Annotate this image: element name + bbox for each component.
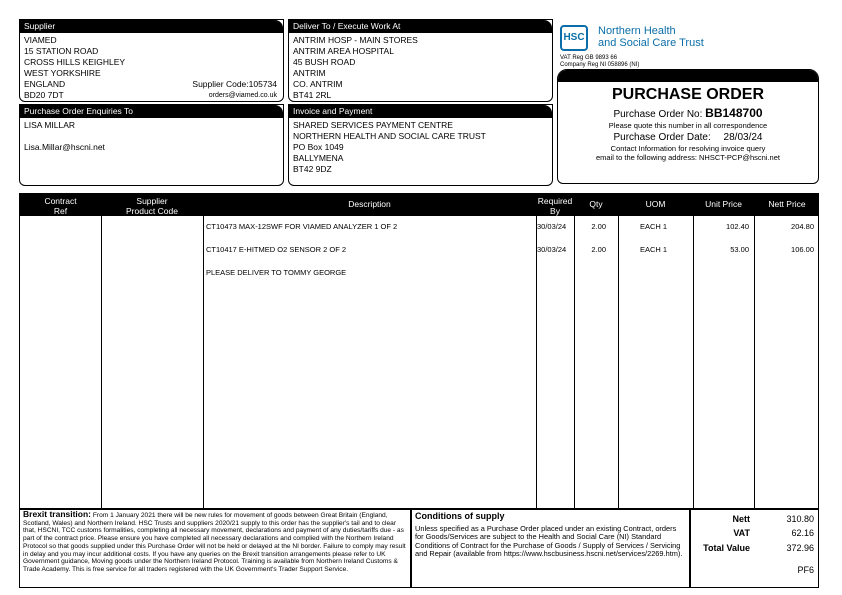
supplier-line: WEST YORKSHIRE	[24, 68, 101, 78]
column-divider	[101, 216, 102, 509]
vat-reg-line: VAT Reg GB 9893 66	[560, 55, 618, 61]
page-ref: PF6	[797, 565, 814, 575]
row-description: CT10417 E-HITMED O2 SENSOR 2 OF 2	[206, 245, 347, 254]
trust-name-line1: Northern Health	[598, 25, 676, 37]
po-date-row	[558, 132, 818, 144]
row-uom: EACH 1	[640, 245, 668, 254]
hsc-logo-icon: HSC	[560, 25, 588, 51]
row-required-by: 30/03/24	[537, 245, 567, 254]
row-description: PLEASE DELIVER TO TOMMY GEORGE	[206, 268, 347, 277]
invoice-body	[289, 118, 552, 177]
conditions-title: Conditions of supply	[415, 511, 505, 521]
supplier-line: 15 STATION ROAD	[24, 46, 99, 56]
header-text: Unit Price	[705, 199, 742, 209]
brexit-text: From 1 January 2021 there will be new rules for movement of goods between Great Britain (England, Scotland, Wales) and Northern Ireland. HSC Trusts and suppliers 2020/21 supply to this order has the supplier's tail and to clear that, HSCNI, TCC customs formalities, completing all necessary movement, declarations and payment of any duties/tariffs due - as part of the contract price. Please ensure you have completed all necessary declarations and complied with the Northern Ireland Protocol so that goods supplied under this Purchase Order will not be held or delayed at the NI border. Failure to comply may result in delay and you may incur additional costs. If you have any queries on the Brexit transition arrangements please refer to UK Government guidance, Moving goods under the Northern Ireland Protocol. Training is available from Northern Ireland Customs & Trade Academy. This is free service for all traders registered with the UK Government's Trader Support Service.	[23, 512, 406, 573]
deliver-line: ANTRIM HOSP - MAIN STORES	[293, 35, 418, 45]
po-date: 28/03/24	[723, 132, 763, 143]
enquiries-body	[20, 118, 283, 155]
invoice-line: PO Box 1049	[293, 142, 344, 152]
brexit-notice	[19, 508, 411, 588]
table-row	[20, 245, 818, 256]
column-divider	[693, 216, 694, 509]
po-title-bar	[558, 70, 818, 82]
row-nett-price: 204.80	[791, 222, 814, 231]
total-value-label: Total Value	[703, 543, 750, 553]
po-contact-note-2: email to the following address: NHSCT-PCP@hscni.net	[596, 153, 780, 162]
totals-box	[690, 508, 819, 588]
row-qty: 2.00	[591, 245, 606, 254]
row-unit-price: 53.00	[730, 245, 749, 254]
column-divider	[618, 216, 619, 509]
po-date-label: Purchase Order Date:	[613, 132, 711, 143]
deliver-line: 45 BUSH ROAD	[293, 57, 356, 67]
header-text: Description	[348, 199, 391, 209]
col-unit-price	[693, 194, 754, 216]
vat-total-row	[691, 528, 818, 540]
page-ref-row	[691, 565, 818, 577]
column-divider	[574, 216, 575, 509]
nett-value: 310.80	[786, 514, 814, 524]
row-required-by: 30/03/24	[537, 222, 567, 231]
supplier-line: ENGLAND	[24, 79, 66, 89]
supplier-line: BD20 7DT	[24, 90, 64, 100]
row-unit-price: 102.40	[726, 222, 749, 231]
column-divider	[754, 216, 755, 509]
header-text: UOM	[645, 199, 666, 209]
supplier-header: Supplier	[20, 20, 283, 33]
po-contact-note-1: Contact Information for resolving invoice query	[610, 144, 766, 153]
deliver-header: Deliver To / Execute Work At	[289, 20, 552, 33]
total-value-row	[691, 543, 818, 555]
header-text: Nett Price	[768, 199, 806, 209]
trust-logo	[560, 23, 830, 59]
table-header	[20, 194, 818, 216]
table-row	[20, 268, 818, 279]
deliver-line: BT41 2RL	[293, 90, 332, 100]
row-uom: EACH 1	[640, 222, 668, 231]
po-number-row	[558, 107, 818, 121]
trust-name	[598, 25, 704, 49]
enquiries-name: LISA MILLAR	[24, 120, 76, 130]
supplier-code: Supplier Code:105734	[192, 79, 277, 89]
po-number-label: Purchase Order No:	[613, 109, 703, 120]
row-qty: 2.00	[591, 222, 606, 231]
deliver-body	[289, 33, 552, 102]
col-required-by	[536, 194, 574, 216]
po-number: BB148700	[705, 106, 763, 120]
invoice-line: BALLYMENA	[293, 153, 344, 163]
deliver-box	[288, 19, 553, 102]
invoice-line: SHARED SERVICES PAYMENT CENTRE	[293, 120, 453, 130]
supplier-box	[19, 19, 284, 102]
supplier-body	[20, 33, 283, 101]
invoice-line: NORTHERN HEALTH AND SOCIAL CARE TRUST	[293, 131, 486, 141]
po-title: PURCHASE ORDER	[611, 86, 764, 103]
row-description: CT10473 MAX-12SWF FOR VIAMED ANALYZER 1 OF 2	[206, 222, 398, 231]
vat-registration	[560, 55, 639, 69]
column-divider	[203, 216, 204, 509]
header-text: Ref	[53, 206, 68, 216]
conditions-text: Unless specified as a Purchase Order placed under an existing Contract, orders for Goods/Services are subject to the Health and Social Care (NI) Standard Conditions of Contract for the Purchase of Goods / Supply of Services / Servicing and Repair (available from https://www.hscbusiness.hscni.net/services/2269.htm).	[415, 523, 683, 559]
nett-total-row	[691, 514, 818, 526]
col-supplier-code	[101, 194, 203, 216]
header-text: Supplier	[136, 196, 168, 206]
col-contract-ref	[20, 194, 101, 216]
header-text: By	[550, 206, 560, 216]
vat-value: 62.16	[791, 528, 814, 538]
po-title-box	[557, 69, 819, 184]
row-nett-price: 106.00	[791, 245, 814, 254]
line-items-table	[19, 193, 819, 510]
col-nett-price	[754, 194, 820, 216]
invoice-header: Invoice and Payment	[289, 105, 552, 118]
deliver-line: ANTRIM	[293, 68, 326, 78]
invoice-box	[288, 104, 553, 186]
header-text: Product Code	[126, 206, 178, 216]
deliver-line: CO. ANTRIM	[293, 79, 343, 89]
supplier-line: VIAMED	[24, 35, 57, 45]
nett-label: Nett	[732, 514, 750, 524]
invoice-line: BT42 9DZ	[293, 164, 332, 174]
company-reg-line: Company Reg NI 058896 (NI)	[560, 62, 640, 68]
supplier-email: orders@viamed.co.uk	[208, 92, 277, 99]
po-quote-note: Please quote this number in all correspondence	[608, 121, 768, 130]
trust-name-line2: and Social Care Trust	[598, 37, 704, 49]
vat-label: VAT	[733, 528, 750, 538]
col-description	[203, 194, 536, 216]
brexit-title: Brexit transition:	[23, 509, 92, 519]
header-text: Qty	[589, 199, 603, 209]
supplier-line: CROSS HILLS KEIGHLEY	[24, 57, 126, 67]
enquiries-box	[19, 104, 284, 186]
conditions-of-supply	[411, 508, 690, 588]
header-text: Contract	[44, 196, 77, 206]
enquiries-header: Purchase Order Enquiries To	[20, 105, 283, 118]
total-value: 372.96	[786, 543, 814, 553]
col-uom	[618, 194, 693, 216]
table-row	[20, 222, 818, 233]
deliver-line: ANTRIM AREA HOSPITAL	[293, 46, 394, 56]
col-qty	[574, 194, 618, 216]
header-text: Required	[537, 196, 573, 206]
enquiries-email: Lisa.Millar@hscni.net	[24, 142, 105, 152]
column-divider	[536, 216, 537, 509]
